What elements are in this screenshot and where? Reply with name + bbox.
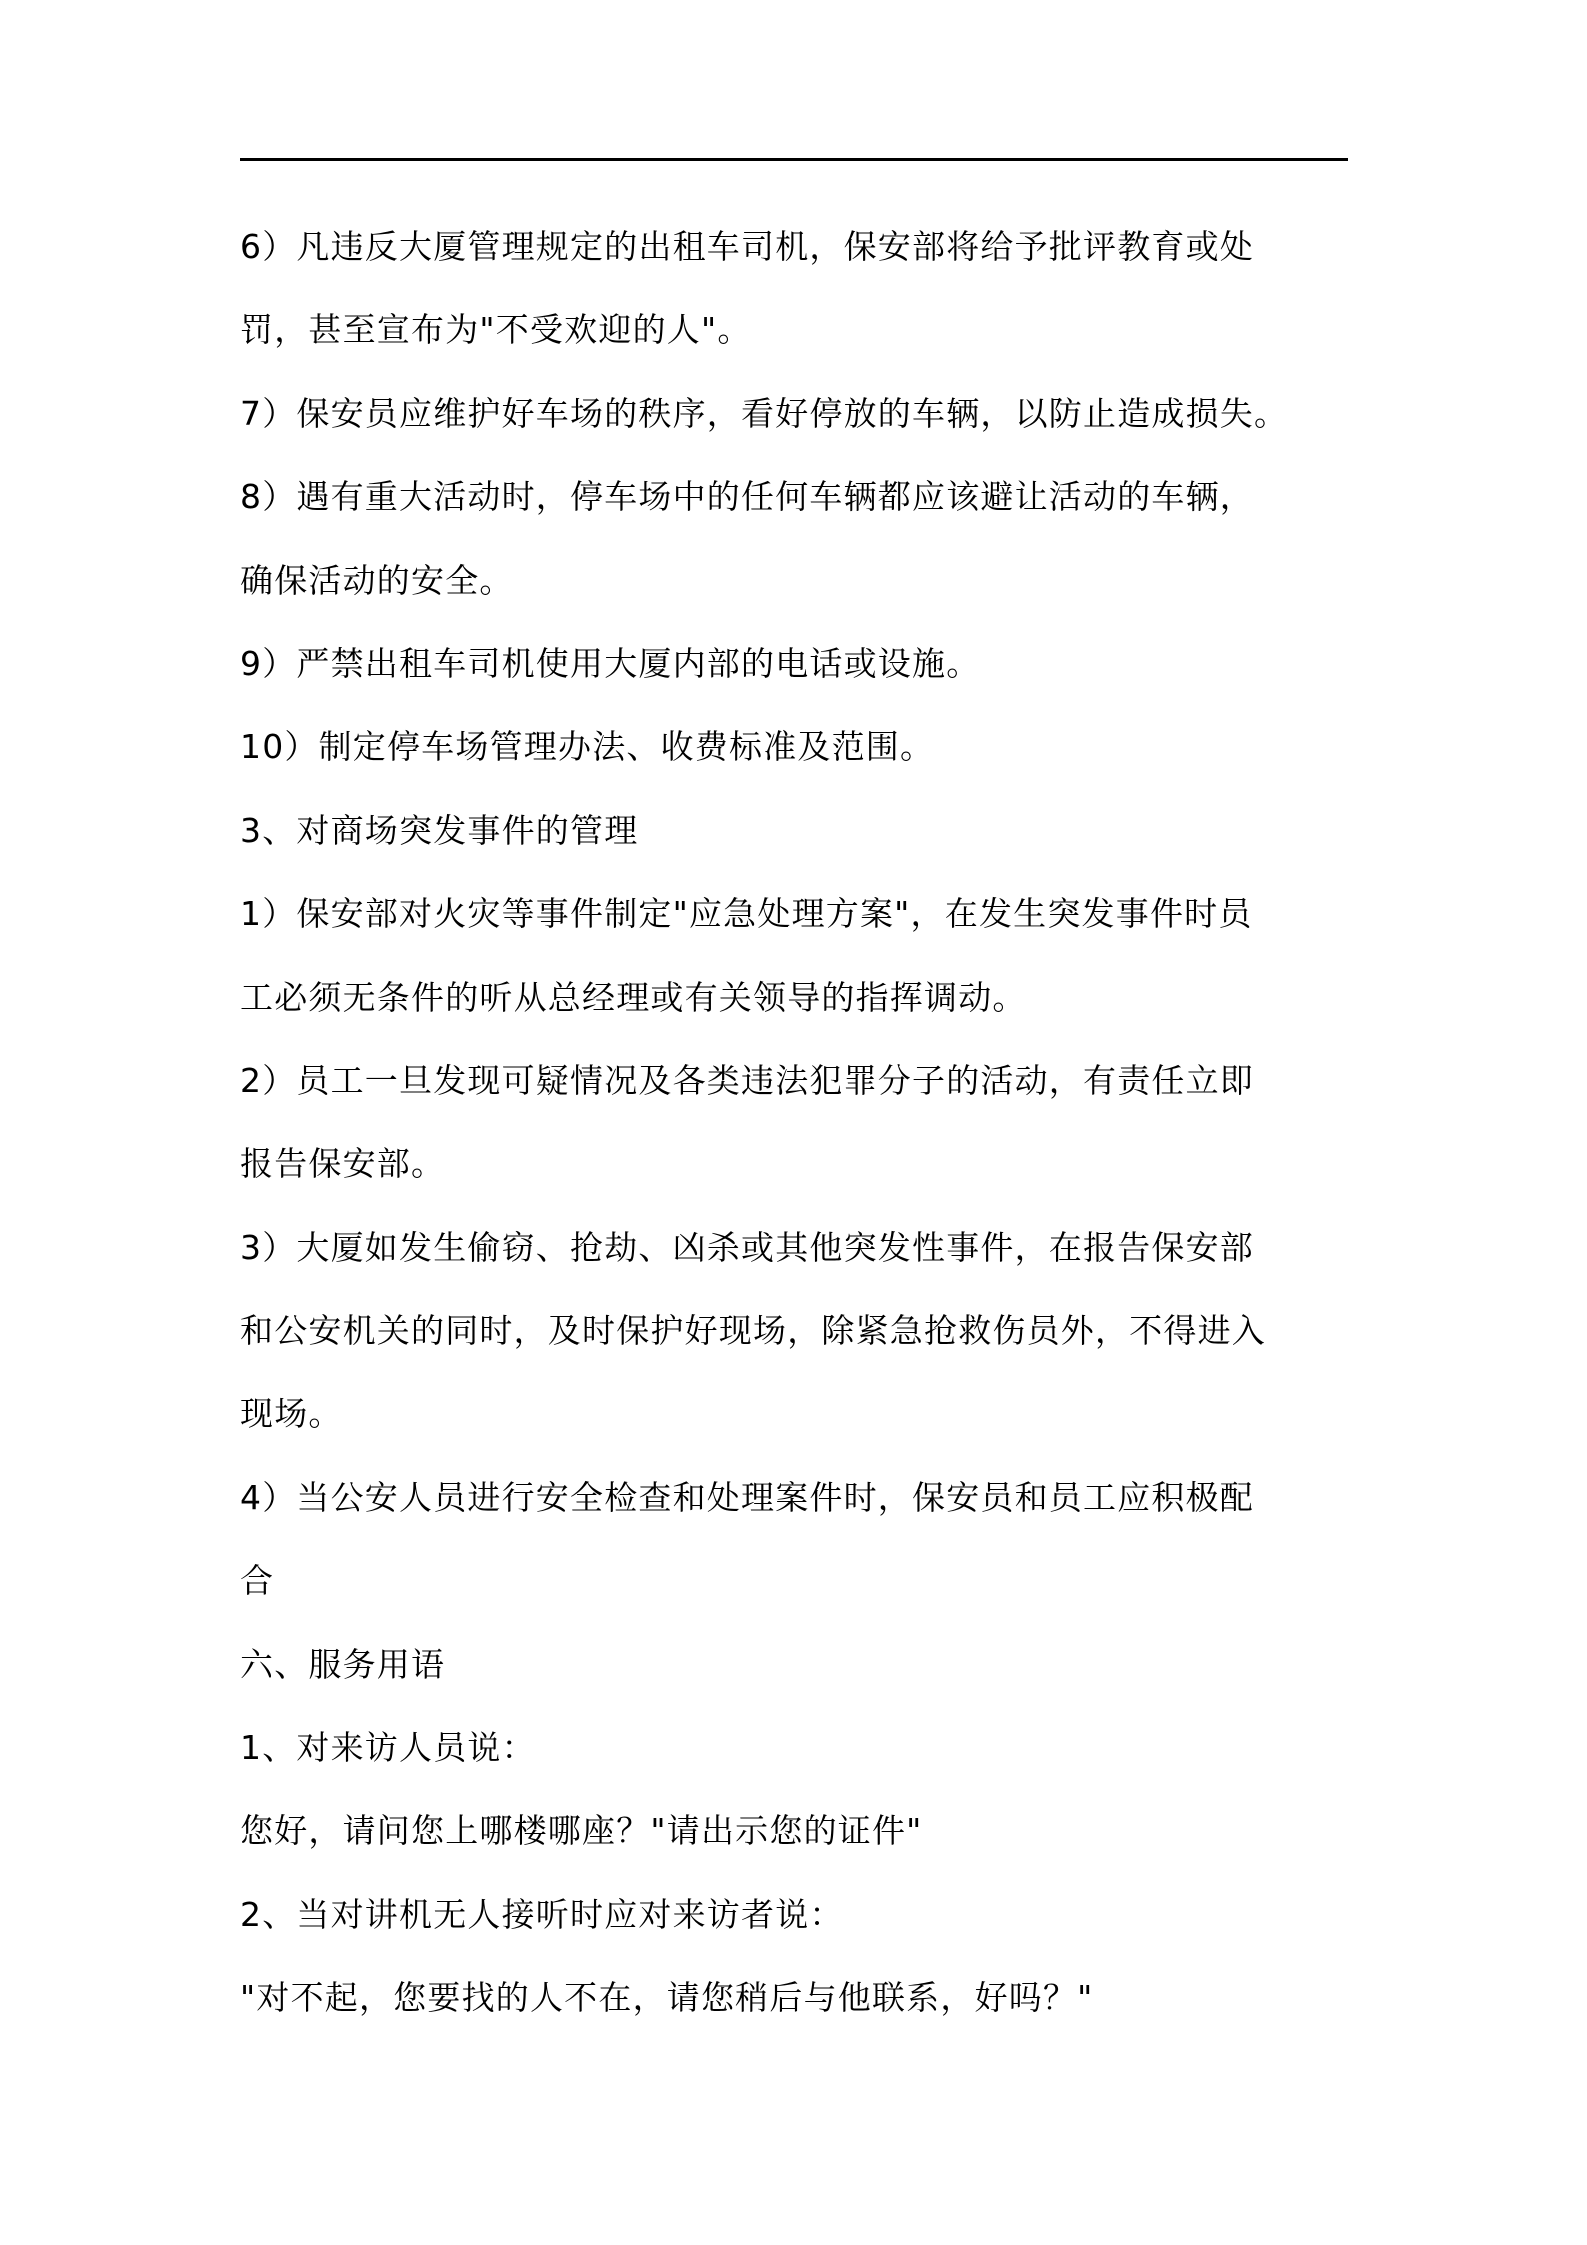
paragraph-emergency-3-cont2: 现场。: [240, 1394, 343, 1434]
service-item-2: 2、当对讲机无人接听时应对来访者说：: [240, 1894, 844, 1934]
header-rule: [240, 158, 1348, 161]
service-item-1-phrase: 您好，请问您上哪楼哪座？"请出示您的证件": [240, 1811, 923, 1851]
paragraph-item-8-cont: 确保活动的安全。: [240, 560, 514, 600]
paragraph-item-8: 8）遇有重大活动时，停车场中的任何车辆都应该避让活动的车辆，: [240, 477, 1254, 517]
paragraph-emergency-3: 3）大厦如发生偷窃、抢劫、凶杀或其他突发性事件，在报告保安部: [240, 1227, 1254, 1267]
paragraph-emergency-2: 2）员工一旦发现可疑情况及各类违法犯罪分子的活动，有责任立即: [240, 1060, 1254, 1100]
paragraph-emergency-4: 4）当公安人员进行安全检查和处理案件时，保安员和员工应积极配: [240, 1477, 1254, 1517]
paragraph-item-6: 6）凡违反大厦管理规定的出租车司机，保安部将给予批评教育或处: [240, 227, 1254, 266]
paragraph-item-7: 7）保安员应维护好车场的秩序，看好停放的车辆，以防止造成损失。: [240, 393, 1289, 433]
service-item-2-phrase: "对不起，您要找的人不在，请您稍后与他联系，好吗？": [240, 1978, 1094, 2018]
paragraph-emergency-4-cont: 合: [240, 1561, 275, 1601]
paragraph-item-9: 9）严禁出租车司机使用大厦内部的电话或设施。: [240, 643, 981, 683]
section-heading-service-language: 六、服务用语: [240, 1644, 446, 1684]
paragraph-emergency-1: 1）保安部对火灾等事件制定"应急处理方案"，在发生突发事件时员: [240, 894, 1253, 934]
paragraph-emergency-2-cont: 报告保安部。: [240, 1144, 446, 1184]
service-item-1: 1、对来访人员说：: [240, 1728, 536, 1768]
paragraph-item-10: 10）制定停车场管理办法、收费标准及范围。: [240, 727, 935, 767]
paragraph-emergency-1-cont: 工必须无条件的听从总经理或有关领导的指挥调动。: [240, 977, 1027, 1017]
document-body: [240, 205, 1350, 2040]
paragraph-item-6-cont: 罚，甚至宣布为"不受欢迎的人"。: [240, 310, 752, 350]
section-heading-emergency: 3、对商场突发事件的管理: [240, 810, 639, 850]
paragraph-emergency-3-cont: 和公安机关的同时，及时保护好现场，除紧急抢救伤员外，不得进入: [240, 1311, 1266, 1351]
